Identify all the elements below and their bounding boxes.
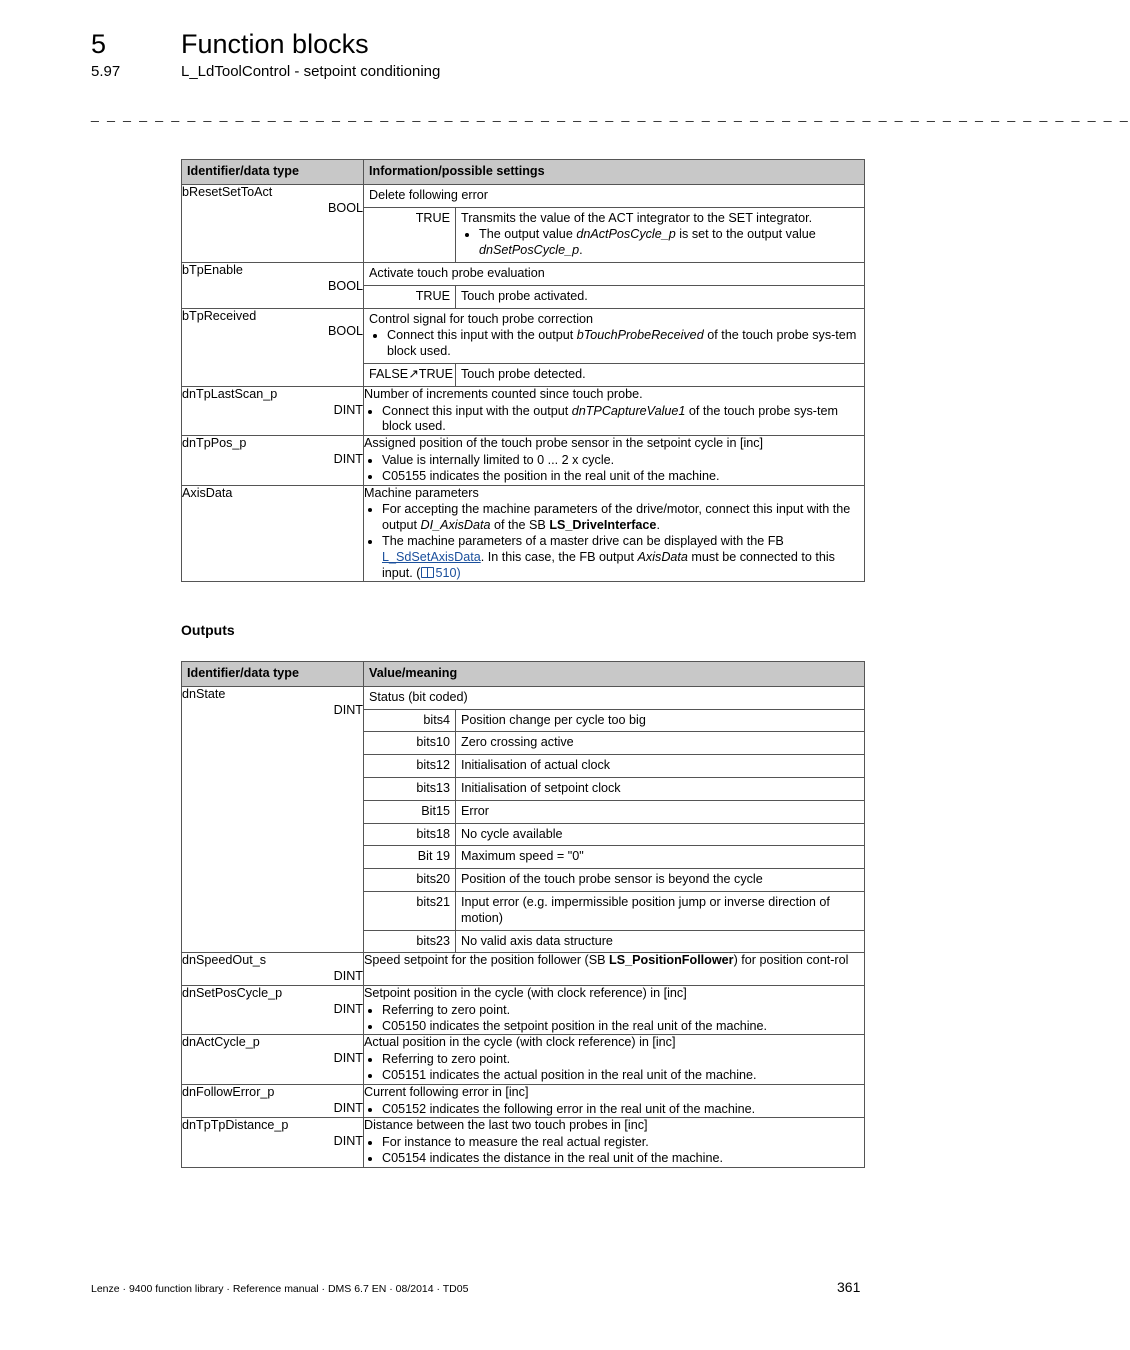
data-type: DINT xyxy=(333,969,363,984)
bit-row xyxy=(364,823,864,846)
bit-key: bits18 xyxy=(364,823,456,846)
table-row xyxy=(182,262,865,308)
info-cell xyxy=(364,308,865,386)
identifier-cell xyxy=(182,262,364,308)
bit-meaning: No valid axis data structure xyxy=(456,930,865,952)
outputs-heading: Outputs xyxy=(181,622,235,638)
bullet-list xyxy=(364,1052,864,1084)
table-row xyxy=(182,953,865,986)
info-cell xyxy=(364,436,865,485)
identifier: dnState xyxy=(182,686,226,701)
bit-key: bits12 xyxy=(364,755,456,778)
description: Setpoint position in the cycle (with clock reference) in [inc] xyxy=(364,985,687,1000)
bit-row xyxy=(364,755,864,778)
bit-meaning: Position of the touch probe sensor is beyond the cycle xyxy=(456,869,865,892)
bullet-list xyxy=(369,328,859,360)
bit-meaning: Position change per cycle too big xyxy=(456,709,865,732)
description: Actual position in the cycle (with clock reference) in [inc] xyxy=(364,1035,676,1050)
description: Current following error in [inc] xyxy=(364,1084,529,1099)
info-cell xyxy=(364,485,865,582)
header-dash-rule: _ _ _ _ _ _ _ _ _ _ _ _ _ _ _ _ _ _ _ _ _ _ _ _ _ _ _ _ _ _ _ _ _ _ _ _ _ _ _ _ _ _ _ _ _ _ _ _ _ _ _ _ _ _ _ _ _ _ _ _ _ _ _ _ _ xyxy=(91,106,1130,122)
description: Machine parameters xyxy=(364,485,479,500)
list-item: • The output value dnActPosCycle_p is set to the output value dnSetPosCycle_p. xyxy=(479,227,859,259)
list-item: • For instance to measure the real actual register. xyxy=(382,1135,864,1151)
data-type: BOOL xyxy=(328,278,363,293)
table-header-row xyxy=(182,662,865,687)
identifier-cell xyxy=(182,1035,364,1084)
description: Control signal for touch probe correction • Connect this input with the output bTouchProbeReceived of the touch probe sys-tem block used. xyxy=(364,309,864,363)
bullet-list xyxy=(364,1102,864,1118)
inputs-table xyxy=(181,159,865,582)
info-cell xyxy=(364,1118,865,1167)
info-cell xyxy=(364,386,865,435)
bit-meaning: Input error (e.g. impermissible position jump or inverse direction of motion) xyxy=(456,891,865,930)
bullet-list xyxy=(364,1135,864,1167)
table-row xyxy=(182,485,865,582)
data-type: DINT xyxy=(333,1051,363,1066)
identifier: bTpEnable xyxy=(182,262,243,277)
identifier-cell xyxy=(182,1118,364,1167)
bit-meaning: Maximum speed = "0" xyxy=(456,846,865,869)
bit-meaning: No cycle available xyxy=(456,823,865,846)
table-row xyxy=(182,1118,865,1167)
bit-key: Bit 19 xyxy=(364,846,456,869)
table-row xyxy=(182,386,865,435)
list-item: • Value is internally limited to 0 ... 2 x cycle. xyxy=(382,453,864,469)
list-item: • C05154 indicates the distance in the real unit of the machine. xyxy=(382,1151,864,1167)
identifier-cell xyxy=(182,686,364,953)
data-type: DINT xyxy=(333,1134,363,1149)
info-cell xyxy=(364,1084,865,1118)
bit-key: bits4 xyxy=(364,709,456,732)
bit-meaning: Zero crossing active xyxy=(456,732,865,755)
setting-value: Touch probe detected. xyxy=(456,363,865,385)
chapter-title: Function blocks xyxy=(181,29,369,59)
column-header: Information/possible settings xyxy=(364,160,865,185)
data-type: DINT xyxy=(333,702,363,717)
identifier-cell xyxy=(182,436,364,485)
table-row xyxy=(182,1084,865,1118)
footer-text: Lenze · 9400 function library · Reference manual · DMS 6.7 EN · 08/2014 · TD05 xyxy=(91,1283,469,1295)
page-number: 361 xyxy=(837,1279,861,1295)
bit-key: bits20 xyxy=(364,869,456,892)
settings-table xyxy=(364,207,864,262)
description: Delete following error xyxy=(369,187,488,202)
book-icon xyxy=(421,567,434,578)
column-header: Identifier/data type xyxy=(182,662,364,687)
bit-row xyxy=(364,709,864,732)
description: Speed setpoint for the position follower (SB LS_PositionFollower) for position cont-rol xyxy=(364,953,849,968)
identifier-cell xyxy=(182,485,364,582)
bit-key: Bit15 xyxy=(364,800,456,823)
bit-row xyxy=(364,891,864,930)
bit-row xyxy=(364,930,864,952)
bit-key: bits10 xyxy=(364,732,456,755)
column-header: Identifier/data type xyxy=(182,160,364,185)
table-row xyxy=(182,686,865,953)
setting-key: FALSE↗TRUE xyxy=(364,363,456,385)
identifier-cell xyxy=(182,184,364,262)
identifier: dnFollowError_p xyxy=(182,1084,275,1099)
description: Number of increments counted since touch probe. xyxy=(364,386,643,401)
identifier-cell xyxy=(182,386,364,435)
setting-row xyxy=(364,285,864,307)
identifier: dnTpTpDistance_p xyxy=(182,1118,289,1133)
info-cell xyxy=(364,686,865,953)
settings-table xyxy=(364,363,864,386)
bits-table xyxy=(364,709,864,953)
table-row xyxy=(182,308,865,386)
setting-key: TRUE xyxy=(364,207,456,262)
list-item: • C05155 indicates the position in the real unit of the machine. xyxy=(382,469,864,485)
data-type: DINT xyxy=(333,451,363,466)
bullet-list xyxy=(364,453,864,485)
table-row xyxy=(182,436,865,485)
setting-value xyxy=(456,207,865,262)
description: Status (bit coded) xyxy=(369,689,468,704)
list-item: • Referring to zero point. xyxy=(382,1052,864,1068)
section-title: L_LdToolControl - setpoint conditioning xyxy=(181,63,441,80)
identifier: AxisData xyxy=(182,485,233,500)
bit-key: bits23 xyxy=(364,930,456,952)
data-type: DINT xyxy=(333,1100,363,1115)
info-cell xyxy=(364,953,865,986)
identifier-cell xyxy=(182,953,364,986)
bit-key: bits21 xyxy=(364,891,456,930)
setting-value: Touch probe activated. xyxy=(456,285,865,307)
bit-row xyxy=(364,800,864,823)
outputs-table xyxy=(181,661,865,1168)
list-item: • C05150 indicates the setpoint position in the real unit of the machine. xyxy=(382,1019,864,1035)
data-type: BOOL xyxy=(328,324,363,339)
bit-meaning: Initialisation of setpoint clock xyxy=(456,777,865,800)
bit-meaning: Initialisation of actual clock xyxy=(456,755,865,778)
settings-table xyxy=(364,285,864,308)
table-row xyxy=(182,1035,865,1084)
bit-row xyxy=(364,869,864,892)
identifier: dnSetPosCycle_p xyxy=(182,985,283,1000)
identifier: bResetSetToAct xyxy=(182,184,273,199)
identifier-cell xyxy=(182,985,364,1034)
page-reference-link[interactable]: 510 xyxy=(421,566,457,580)
description: Distance between the last two touch probes in [inc] xyxy=(364,1118,648,1133)
bit-row xyxy=(364,846,864,869)
list-item: • C05152 indicates the following error in the real unit of the machine. xyxy=(382,1102,864,1118)
setting-row xyxy=(364,363,864,385)
setting-row xyxy=(364,207,864,262)
list-item: • The machine parameters of a master drive can be displayed with the FB L_SdSetAxisData. In this case, the FB output AxisData must be connected to this input. ( 510) xyxy=(382,534,864,581)
identifier-cell xyxy=(182,1084,364,1118)
list-item: • Referring to zero point. xyxy=(382,1003,864,1019)
section-number: 5.97 xyxy=(91,63,121,80)
data-type: DINT xyxy=(333,1001,363,1016)
table-row xyxy=(182,184,865,262)
info-cell xyxy=(364,262,865,308)
column-header: Value/meaning xyxy=(364,662,865,687)
bit-key: bits13 xyxy=(364,777,456,800)
data-type: BOOL xyxy=(328,200,363,215)
list-item: • C05151 indicates the actual position in the real unit of the machine. xyxy=(382,1068,864,1084)
description: Activate touch probe evaluation xyxy=(369,265,545,280)
list-item: • Connect this input with the output dnTPCaptureValue1 of the touch probe sys-tem block used. xyxy=(382,404,864,436)
info-cell xyxy=(364,1035,865,1084)
bullet-list xyxy=(364,404,864,436)
table-row xyxy=(182,985,865,1034)
setting-text: Transmits the value of the ACT integrator to the SET integrator. xyxy=(461,210,813,225)
bit-row xyxy=(364,732,864,755)
bullet-list xyxy=(364,1003,864,1035)
info-cell xyxy=(364,985,865,1034)
identifier-cell xyxy=(182,308,364,386)
setting-key: TRUE xyxy=(364,285,456,307)
chapter-number: 5 xyxy=(91,29,107,59)
identifier: dnTpLastScan_p xyxy=(182,386,278,401)
bit-row xyxy=(364,777,864,800)
table-header-row xyxy=(182,160,865,185)
description: Assigned position of the touch probe sensor in the setpoint cycle in [inc] xyxy=(364,436,764,451)
bullet-list xyxy=(461,227,859,259)
identifier: dnTpPos_p xyxy=(182,436,247,451)
info-cell xyxy=(364,184,865,262)
bullet-list xyxy=(364,502,864,581)
identifier: dnActCycle_p xyxy=(182,1035,260,1050)
fb-link[interactable]: L_SdSetAxisData xyxy=(382,549,481,564)
data-type: DINT xyxy=(333,402,363,417)
bit-meaning: Error xyxy=(456,800,865,823)
identifier: dnSpeedOut_s xyxy=(182,953,267,968)
identifier: bTpReceived xyxy=(182,308,257,323)
list-item: • For accepting the machine parameters of the drive/motor, connect this input with the output DI_AxisData of the SB LS_DriveInterface. xyxy=(382,502,864,534)
list-item: • Connect this input with the output bTouchProbeReceived of the touch probe sys-tem block used. xyxy=(387,328,859,360)
